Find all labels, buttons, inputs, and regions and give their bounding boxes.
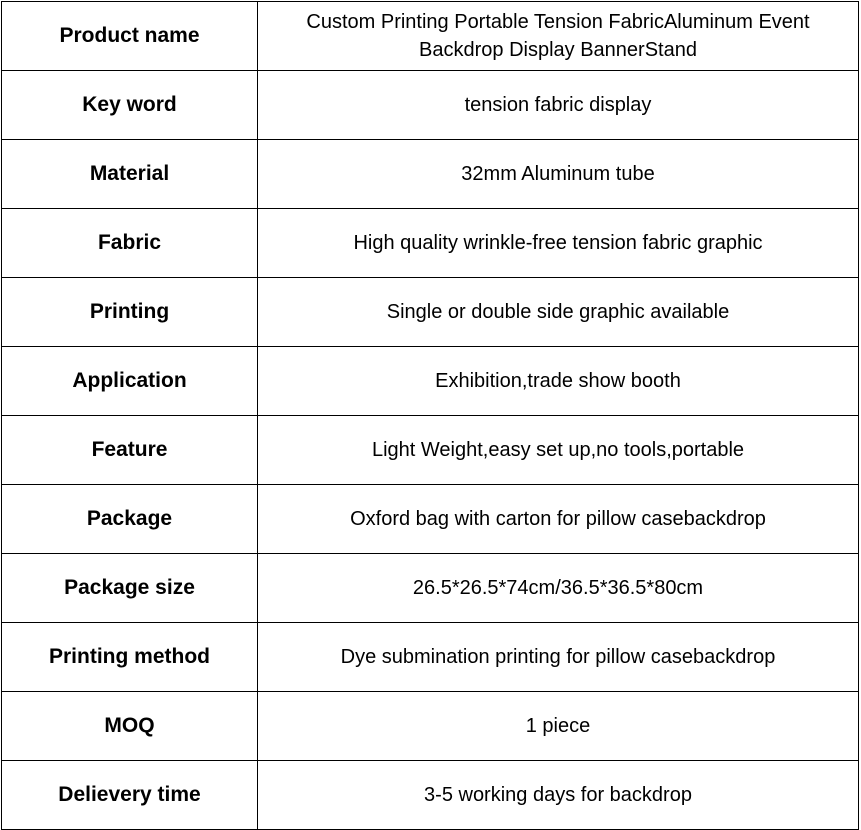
table-row bbox=[2, 761, 859, 830]
row-label: Package bbox=[2, 485, 258, 554]
table-row bbox=[2, 692, 859, 761]
row-label: Delievery time bbox=[2, 761, 258, 830]
row-value: Exhibition,trade show booth bbox=[258, 347, 859, 416]
row-label: Fabric bbox=[2, 209, 258, 278]
table-row bbox=[2, 2, 859, 71]
table-row bbox=[2, 485, 859, 554]
row-label: Product name bbox=[2, 2, 258, 71]
row-value: High quality wrinkle-free tension fabric graphic bbox=[258, 209, 859, 278]
row-label: Printing method bbox=[2, 623, 258, 692]
row-label: Application bbox=[2, 347, 258, 416]
row-value: 32mm Aluminum tube bbox=[258, 140, 859, 209]
table-row bbox=[2, 278, 859, 347]
row-label: Key word bbox=[2, 71, 258, 140]
row-label: MOQ bbox=[2, 692, 258, 761]
row-value: Single or double side graphic available bbox=[258, 278, 859, 347]
table-row bbox=[2, 554, 859, 623]
row-value: Dye submination printing for pillow casebackdrop bbox=[258, 623, 859, 692]
row-value: 26.5*26.5*74cm/36.5*36.5*80cm bbox=[258, 554, 859, 623]
row-value: tension fabric display bbox=[258, 71, 859, 140]
row-value: Light Weight,easy set up,no tools,portable bbox=[258, 416, 859, 485]
row-label: Feature bbox=[2, 416, 258, 485]
table-row bbox=[2, 71, 859, 140]
row-value: 3-5 working days for backdrop bbox=[258, 761, 859, 830]
row-label: Package size bbox=[2, 554, 258, 623]
row-label: Printing bbox=[2, 278, 258, 347]
row-label: Material bbox=[2, 140, 258, 209]
table-row bbox=[2, 416, 859, 485]
row-value: 1 piece bbox=[258, 692, 859, 761]
product-spec-table bbox=[1, 1, 859, 830]
table-row bbox=[2, 347, 859, 416]
table-row bbox=[2, 140, 859, 209]
table-row bbox=[2, 209, 859, 278]
table-row bbox=[2, 623, 859, 692]
row-value: Oxford bag with carton for pillow casebackdrop bbox=[258, 485, 859, 554]
row-value: Custom Printing Portable Tension FabricAluminum Event Backdrop Display BannerStand bbox=[258, 2, 859, 71]
